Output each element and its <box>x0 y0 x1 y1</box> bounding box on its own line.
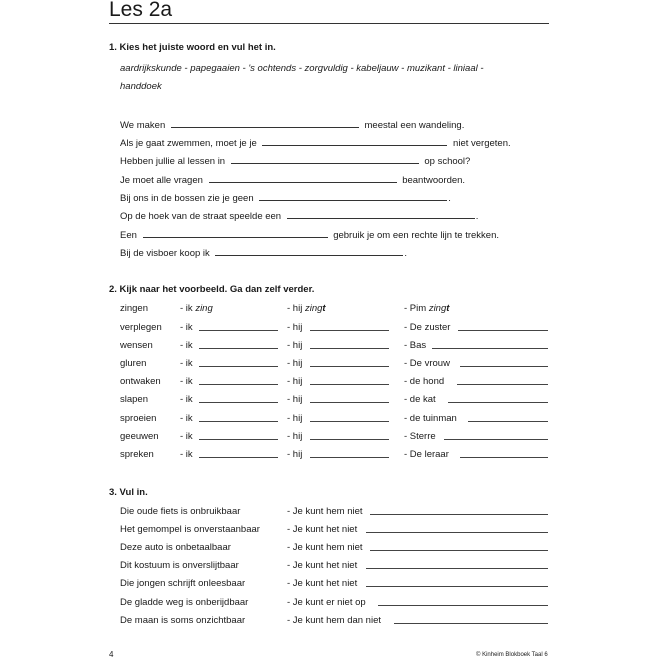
exercise-3-heading: 3. Vul in. <box>109 487 148 498</box>
hij-label: - hij <box>287 413 303 424</box>
subject-label: - Bas <box>404 340 427 351</box>
hij-label: - hij <box>287 431 303 442</box>
hij-answer-line[interactable] <box>310 348 389 349</box>
subject-stem: zing <box>428 303 447 314</box>
subject-answer-line[interactable] <box>460 457 548 458</box>
ik-prefix: - ik <box>180 303 193 314</box>
statement: De gladde weg is onberijdbaar <box>120 597 249 608</box>
answer-blank[interactable] <box>287 209 475 219</box>
subject-answer-line[interactable] <box>444 439 548 440</box>
subject-suffix: t <box>446 303 450 314</box>
subject-label: - De vrouw <box>404 358 450 369</box>
prompt: - Je kunt het niet <box>287 578 358 589</box>
answer-line[interactable] <box>370 514 548 515</box>
title-divider <box>109 23 549 24</box>
answer-line[interactable] <box>366 568 548 569</box>
hij-label: - hij <box>287 376 303 387</box>
subject-answer-line[interactable] <box>457 384 548 385</box>
sentence-2 <box>120 136 511 150</box>
verb-label: verplegen <box>120 322 162 333</box>
sentence-text: beantwoorden. <box>402 175 466 186</box>
subject-prefix: - Pim <box>404 303 427 314</box>
answer-blank[interactable] <box>259 191 447 201</box>
ik-label: - ik <box>180 449 193 460</box>
answer-line[interactable] <box>394 623 548 624</box>
subject-answer-line[interactable] <box>458 330 548 331</box>
sentence-4 <box>120 173 465 187</box>
hij-label: - hij <box>287 394 303 405</box>
ik-answer-line[interactable] <box>199 384 278 385</box>
verb-label: sproeien <box>120 413 157 424</box>
hij-answer-line[interactable] <box>310 421 389 422</box>
ik-answer-line[interactable] <box>199 348 278 349</box>
example-hij <box>287 303 326 315</box>
ik-answer: zing <box>195 303 213 314</box>
prompt: - Je kunt hem niet <box>287 542 363 553</box>
hij-label: - hij <box>287 358 303 369</box>
sentence-7 <box>120 228 499 242</box>
copyright-credit: © Kinheim Blokboek Taal 6 <box>476 652 548 658</box>
statement: Die oude fiets is onbruikbaar <box>120 506 241 517</box>
hij-answer-line[interactable] <box>310 402 389 403</box>
subject-label: - de tuinman <box>404 413 457 424</box>
sentence-text: Een <box>120 230 137 241</box>
subject-answer-line[interactable] <box>448 402 548 403</box>
statement: Die jongen schrijft onleesbaar <box>120 578 246 589</box>
verb-label: spreken <box>120 449 154 460</box>
statement: Het gemompel is onverstaanbaar <box>120 524 260 535</box>
ik-answer-line[interactable] <box>199 439 278 440</box>
ik-label: - ik <box>180 413 193 424</box>
sentence-text: Bij de visboer koop ik <box>120 248 210 259</box>
ik-answer-line[interactable] <box>199 330 278 331</box>
answer-blank[interactable] <box>209 173 397 183</box>
subject-label: - Sterre <box>404 431 436 442</box>
sentence-5 <box>120 191 451 205</box>
subject-label: - De leraar <box>404 449 449 460</box>
hij-answer-line[interactable] <box>310 330 389 331</box>
answer-line[interactable] <box>366 532 548 533</box>
prompt: - Je kunt er niet op <box>287 597 366 608</box>
subject-label: - De zuster <box>404 322 451 333</box>
ik-answer-line[interactable] <box>199 421 278 422</box>
ik-label: - ik <box>180 340 193 351</box>
answer-blank[interactable] <box>262 136 447 146</box>
exercise-1-heading: 1. Kies het juiste woord en vul het in. <box>109 42 276 53</box>
hij-suffix: t <box>322 303 326 314</box>
statement: De maan is soms onzichtbaar <box>120 615 246 626</box>
exercise-2-heading: 2. Kijk naar het voorbeeld. Ga dan zelf verder. <box>109 284 315 295</box>
subject-label: - de hond <box>404 376 445 387</box>
ik-label: - ik <box>180 431 193 442</box>
sentence-text: . <box>404 248 408 259</box>
hij-prefix: - hij <box>287 303 303 314</box>
answer-blank[interactable] <box>143 228 328 238</box>
sentence-text: . <box>448 193 451 204</box>
sentence-text: niet vergeten. <box>453 138 511 149</box>
subject-answer-line[interactable] <box>468 421 548 422</box>
page-title: Les 2a <box>109 0 173 21</box>
answer-line[interactable] <box>370 550 548 551</box>
verb-label: ontwaken <box>120 376 161 387</box>
ik-label: - ik <box>180 376 193 387</box>
subject-answer-line[interactable] <box>460 366 548 367</box>
hij-answer-line[interactable] <box>310 366 389 367</box>
word-bank-line-1: aardrijkskunde - papegaaien - 's ochtends - zorgvuldig - kabeljauw - muzikant - liniaal - <box>120 63 484 74</box>
example-subject <box>404 303 449 315</box>
page-number: 4 <box>109 650 114 659</box>
sentence-text: Hebben jullie al lessen in <box>120 156 226 167</box>
hij-answer-line[interactable] <box>310 384 389 385</box>
sentence-text: . <box>475 211 479 222</box>
hij-answer-line[interactable] <box>310 457 389 458</box>
statement: Deze auto is onbetaalbaar <box>120 542 231 553</box>
hij-label: - hij <box>287 449 303 460</box>
verb-label: gluren <box>120 358 147 369</box>
sentence-6 <box>120 209 478 223</box>
ik-answer-line[interactable] <box>199 457 278 458</box>
word-bank-line-2: handdoek <box>120 81 162 92</box>
answer-line[interactable] <box>366 586 548 587</box>
subject-label: - de kat <box>404 394 436 405</box>
sentence-1 <box>120 118 464 132</box>
sentence-text: gebruik je om een rechte lijn te trekken. <box>333 230 499 241</box>
ik-label: - ik <box>180 358 193 369</box>
ik-answer-line[interactable] <box>199 366 278 367</box>
prompt: - Je kunt het niet <box>287 524 358 535</box>
hij-stem: zing <box>304 303 323 314</box>
statement: Dit kostuum is onverslijtbaar <box>120 560 239 571</box>
ik-answer-line[interactable] <box>199 402 278 403</box>
sentence-text: Bij ons in de bossen zie je geen <box>120 193 254 204</box>
prompt: - Je kunt hem niet <box>287 506 363 517</box>
hij-label: - hij <box>287 340 303 351</box>
verb-label: wensen <box>120 340 153 351</box>
verb-label: slapen <box>120 394 148 405</box>
ik-label: - ik <box>180 322 193 333</box>
subject-answer-line[interactable] <box>432 348 548 349</box>
verb-label: geeuwen <box>120 431 159 442</box>
answer-blank[interactable] <box>171 118 359 128</box>
sentence-text: Op de hoek van de straat speelde een <box>120 211 282 222</box>
example-ik <box>180 303 213 315</box>
answer-line[interactable] <box>378 605 548 606</box>
sentence-8 <box>120 246 407 260</box>
sentence-text: Je moet alle vragen <box>120 175 203 186</box>
example-verb: zingen <box>120 303 148 314</box>
sentence-text: op school? <box>424 156 471 167</box>
answer-blank[interactable] <box>231 154 419 164</box>
sentence-text: Als je gaat zwemmen, moet je je <box>120 138 257 149</box>
hij-answer-line[interactable] <box>310 439 389 440</box>
ik-label: - ik <box>180 394 193 405</box>
sentence-3 <box>120 154 470 168</box>
prompt: - Je kunt het niet <box>287 560 358 571</box>
prompt: - Je kunt hem dan niet <box>287 615 381 626</box>
sentence-text: We maken <box>120 120 166 131</box>
answer-blank[interactable] <box>215 246 403 256</box>
sentence-text: meestal een wandeling. <box>364 120 465 131</box>
hij-label: - hij <box>287 322 303 333</box>
